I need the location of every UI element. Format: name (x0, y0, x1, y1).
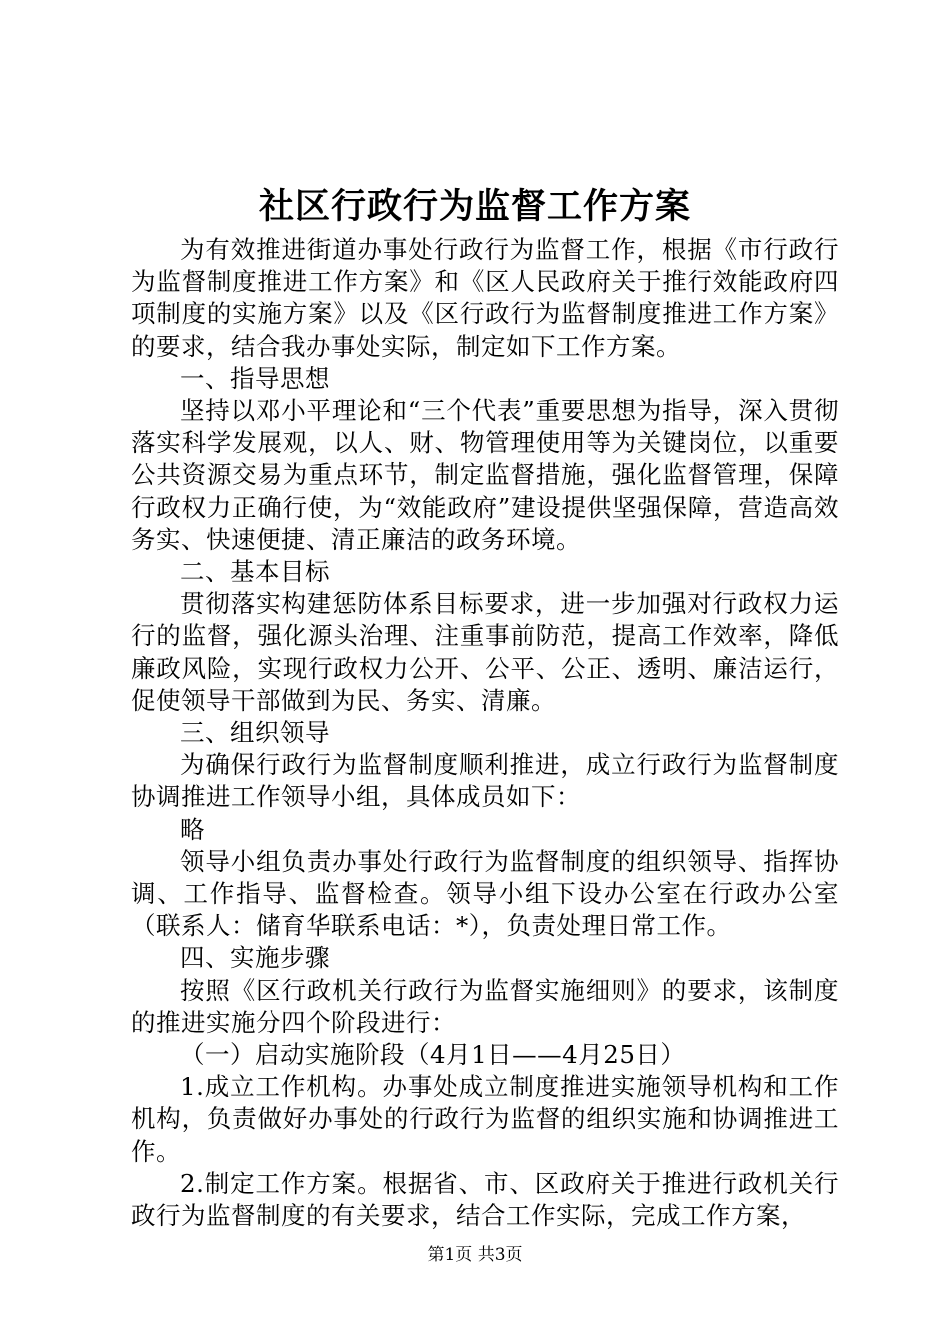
implementation-intro-paragraph: 按照《区行政机关行政行为监督实施细则》的要求，该制度的推进实施分四个阶段进行： (131, 975, 839, 1037)
organization-paragraph: 为确保行政行为监督制度顺利推进，成立行政行为监督制度协调推进工作领导小组，具体成员如下： (131, 750, 839, 812)
section-heading-organization: 三、组织领导 (180, 718, 330, 748)
members-omitted-line: 略 (180, 814, 205, 844)
document-title: 社区行政行为监督工作方案 (258, 186, 691, 227)
basic-goals-paragraph: 贯彻落实构建惩防体系目标要求，进一步加强对行政权力运行的监督，强化源头治理、注重事前防范，提高工作效率，降低廉政风险，实现行政权力公开、公平、公正、透明、廉洁运行，促使领导干部做到为民、务实、清廉。 (131, 589, 839, 715)
section-heading-implementation-steps: 四、实施步骤 (180, 943, 330, 973)
leadership-duties-paragraph: 领导小组负责办事处行政行为监督制度的组织领导、指挥协调、工作指导、监督检查。领导小组下设办公室在行政办公室（联系人：储育华联系电话：*），负责处理日常工作。 (131, 846, 839, 941)
guiding-ideology-paragraph: 坚持以邓小平理论和“三个代表”重要思想为指导，深入贯彻落实科学发展观，以人、财、物管理使用等为关键岗位，以重要公共资源交易为重点环节，制定监督措施，强化监督管理，保障行政权力正确行使，为“效能政府”建设提供坚强保障，营造高效务实、快速便捷、清正廉洁的政务环境。 (131, 396, 839, 554)
document-body (131, 234, 839, 1232)
section-heading-guiding-ideology: 一、指导思想 (180, 363, 330, 393)
phase-one-heading: （一）启动实施阶段（4月1日——4月25日） (180, 1040, 686, 1070)
page-number-footer: 第1页 共3页 (427, 1245, 523, 1265)
section-heading-basic-goals: 二、基本目标 (180, 557, 330, 587)
step-one-paragraph: 1.成立工作机构。办事处成立制度推进实施领导机构和工作机构，负责做好办事处的行政行为监督的组织实施和协调推进工作。 (131, 1072, 839, 1166)
step-two-paragraph: 2.制定工作方案。根据省、市、区政府关于推进行政机关行政行为监督制度的有关要求，结合工作实际，完成工作方案， (131, 1168, 839, 1231)
intro-paragraph: 为有效推进街道办事处行政行为监督工作，根据《市行政行为监督制度推进工作方案》和《区人民政府关于推行效能政府四项制度的实施方案》以及《区行政行为监督制度推进工作方案》的要求，结合我办事处实际，制定如下工作方案。 (131, 235, 839, 361)
